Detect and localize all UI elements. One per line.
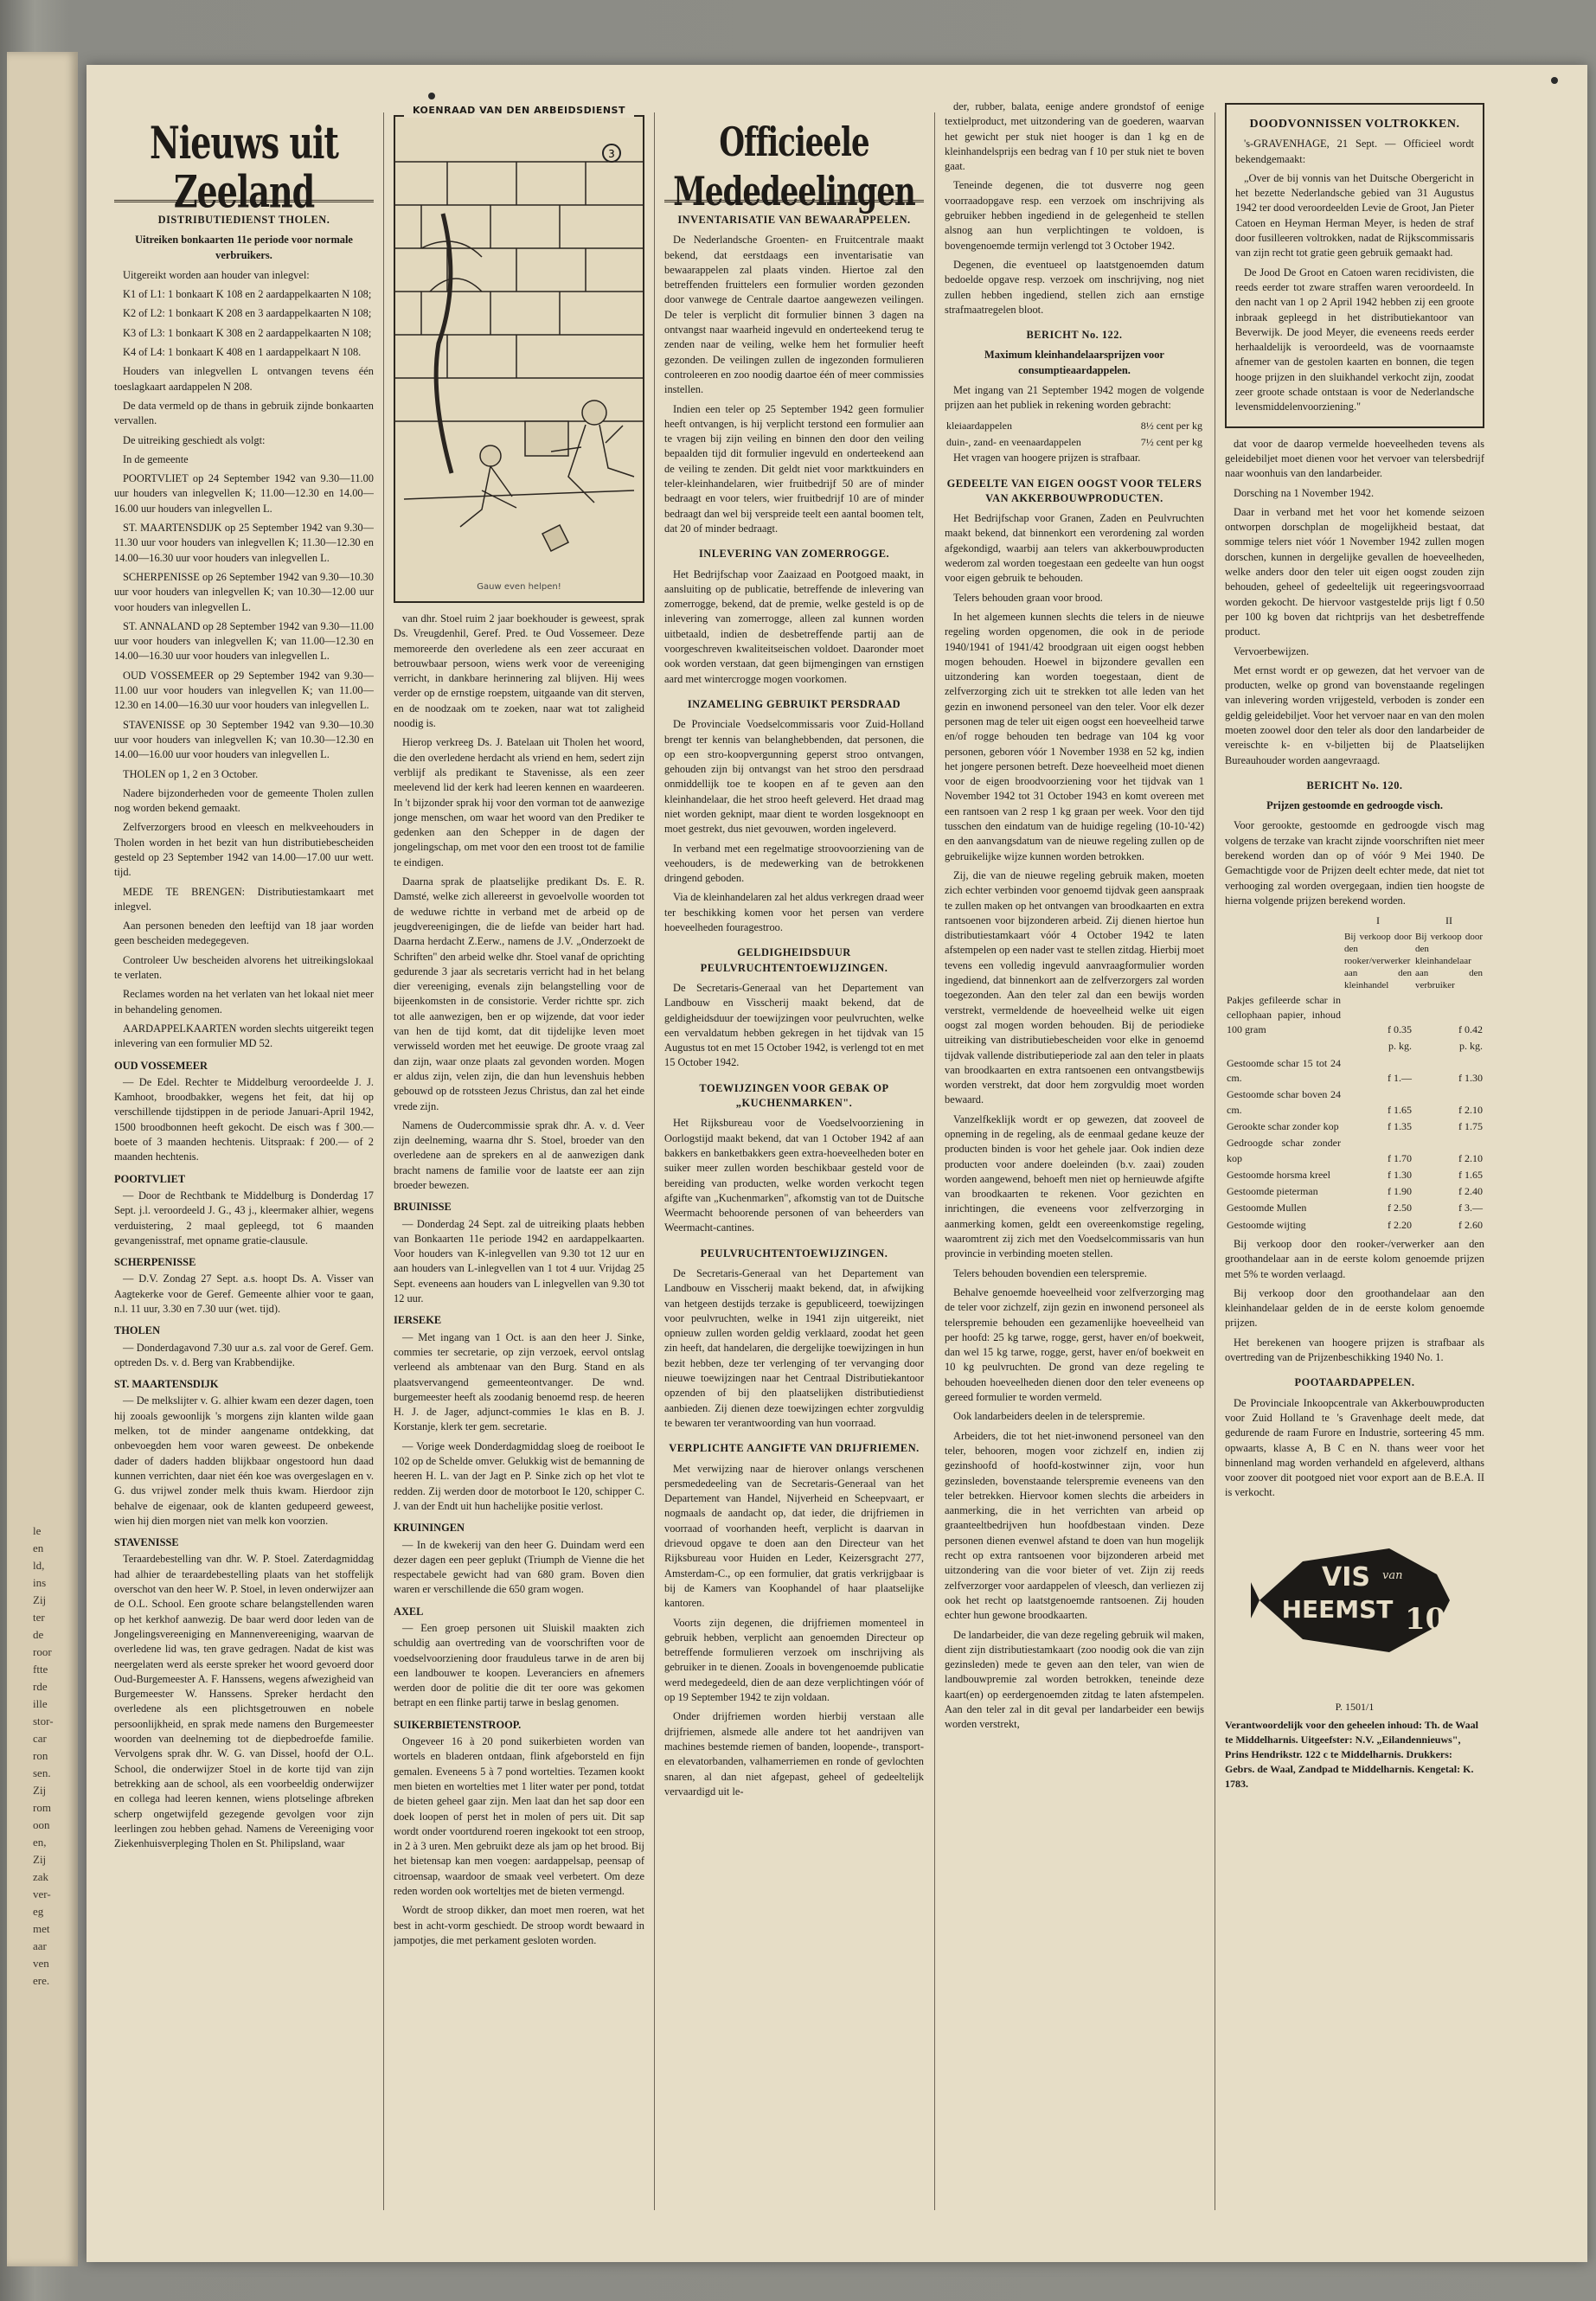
official-notices	[664, 213, 924, 1799]
paragraph: Daar in verband met het voor het komende seizoen ontworpen dorschplan de mogelijkheid bestaat, dat sommige telers niet vóór 1 November 1942 zullen mogen dorschen, kunnen in dergelijke gevallen de hoeveelheden, welke anders door den teler uit eigen oogst zouden zijn behouden, geheel of gedeeltelijk uit regeeringsvoorraad worden gekocht. De hiervoor vastgestelde prijs ligt f 0.50 per 100 kg boven dat richtprijs van het desbetreffende product.	[1225, 505, 1484, 638]
notice-paragraph: Indien een teler op 25 September 1942 geen formulier heeft ontvangen, is hij verplicht terstond een formulier aan te vragen bij zijn veiling en binnen den door den veiling bepaalden tijd dit formulier ingevuld en onderteekend aan de veiling te zenden. Dit geldt niet voor marktkuinders en teler-kleinhandelaren, wier fruitbedrijf 50 are of minder bedraagt en voor telers, wier fruitbedrijf 10 are of minder bedraagt dan wel bij verspreide teelt een aantal boomen telt, dat 20 of minder bedraagt.	[664, 402, 924, 535]
paragraph: Degenen, die eventueel op laatstgenoemden datum bedoelde opgave resp. verzoek om inschrijving, nog niet zullen hebben ingediend, stellen zich aan ernstige strafmaatregelen bloot.	[945, 258, 1204, 316]
strip-fragment: sen.	[33, 1766, 51, 1779]
news-heading: THOLEN	[114, 1324, 161, 1337]
news-text: — De melkslijter v. G. alhier kwam een dezer dagen, toen hij zooals gewoonlijk 's morgens zijn klanten wilde gaan melken, tot de minder aangename ontdekking, dat onbevoegden hem voor waren geweest. De onbekende dader of daders hadden blijkbaar ongestoord hun daad kunnen verrichten, daar niet één koe was overgeslagen en v. G. dus vrijwel zonder melk thuis kwam. Hierdoor zijn behalve de eigenaar, ook de klanten gedupeerd geweest, wien hij dien morgen niet van melk kon voorzien.	[114, 1394, 374, 1527]
news-text: — Donderdagavond 7.30 uur a.s. zal voor de Geref. Gem. optreden Ds. v. d. Berg van Krabbendijke.	[114, 1341, 374, 1368]
news-text: — Vorige week Donderdagmiddag sloeg de roeiboot Ie 102 op de Schelde omver. Gelukkig wist de bemanning de heeren H. L. van der Jagt en P. Sinke zich op het vlot te redden. Zij werden door de motorboot Ie 120, schipper C. J. van der Endt uit hun hachelijke positie verlost.	[394, 1439, 644, 1512]
column-header: I	[1376, 914, 1380, 927]
column-2	[394, 99, 644, 2245]
bericht-120-intro: Voor gerookte, gestoomde en gedroogde visch mag volgens de terzake van kracht zijnde voorschriften niet meer berekend worden dan op of vóór 9 Mei 1940. De Gemachtigde voor de Prijzen deelt echter mede, dat niet tot verhooging zal worden overgegaan, indien tien hoogste de hierna volgende prijzen berekend worden.	[1225, 819, 1484, 907]
death-sentences-box	[1225, 103, 1484, 428]
notice-paragraph: Het Bedrijfschap voor Zaaizaad en Pootgoed maakt, in aansluiting op de publicatie, betreffende de inlevering van zomerrogge, bekend, dat de premie, welke gesteld is op de inlevering van zomerrogge, alleen zal kunnen worden uitbetaald, indien de desbetreffende partij aan de voorgeschreven kwaliteitseischen voldoet. Daaronder moet ook worden verstaan, dat geen bijmengingen van ernstigen aard met wintercrogge mogen voorkomen.	[664, 567, 924, 685]
paragraph: Bij verkoop door den rooker-/verwerker aan den groothandelaar aan in de eerste kolom genoemde prijzen met 5% te worden verlaagd.	[1225, 1238, 1484, 1280]
price-item: duin-, zand- en veenaardappelen	[946, 435, 1081, 448]
distribution-notice	[114, 268, 374, 1052]
strip-fragment: oon	[33, 1818, 50, 1831]
news-heading: IERSEKE	[394, 1314, 442, 1327]
fish-item: Gestoomde pieterman	[1227, 1185, 1318, 1198]
previous-page-edge	[7, 52, 78, 2266]
strip-fragment: ron	[33, 1749, 48, 1762]
news-heading: BRUINISSE	[394, 1201, 452, 1214]
fish-item: Gestoomde horsma kreel	[1227, 1168, 1330, 1181]
paragraph: Daarna sprak de plaatselijke predikant Ds. E. R. Damsté, welke zich allereerst in gevoelvolle woorden tot de weduwe richtte in verband met de arbeid op de jeugdvereenigingen, die de liefde van beider hart had. Daarna herdacht Z.Eerw., namens de J.V. „Onderzoekt de Schriften" den arbeid welke dhr. Stoel vanaf de oprichting gedurende 3 jaar als secretaris verricht had in het belang dier vereeniging, evenals zijn belangstelling voor de bijeenkomsten in de consistorie. Verder richtte spr. zich tot alle aanwezigen, ben er op wijzende, dat voor ieder van hen de tijd komt, dat dit tijdelijke leven moet verwisseld worden met het eeuwige. De groote vraag zal dan zijn, waar onze plaats zal gevonden worden. Mogen er aldus zijn, velen zijn, die dan hun levenshuis hebben gebouwd op de rotssteen Jezus Christus, dan zal het einde vrede zijn.	[394, 875, 644, 1112]
strip-fragment: Zij	[33, 1853, 47, 1866]
paragraph: der, rubber, balata, eenige andere grondstof of eenige textielproduct, met uitzondering van de goederen, waarvan het gewicht per stuk niet hooger is dan 1 kg en de kleinhandelsprijs een bedrag van f 10 per stuk niet te boven gaat.	[945, 100, 1204, 173]
strip-fragment: aar	[33, 1939, 47, 1952]
paragraph: Met ernst wordt er op gewezen, dat het vervoer van de producten, welke op grond van bovenstaande regelingen van inlevering worden vrijgesteld, verboden is zonder een geldig geleidebiljet. Voor het vervoer naar en van den molen moeten zoowel door den teler als door den landarbeider de vereischte k- en v-biljetten bij de Plaatselijken Bureauhouder worden aangevraagd.	[1225, 663, 1484, 766]
cartoon	[394, 105, 644, 603]
table-row	[1225, 1217, 1484, 1234]
paragraph: Het Bedrijfschap voor Granen, Zaden en Peulvruchten maakt bekend, dat binnenkort een verordening zal worden afgekondigd, waarbij aan telers van akkerbouwproducten wederom zal worden toegestaan een gedeelte van hun oogst voor eigen gebruik te behouden.	[945, 512, 1204, 585]
vis-van-heemst-logo	[1251, 1527, 1458, 1674]
paragraph: Reclames worden na het verlaten van het lokaal niet meer in behandeling genomen.	[114, 988, 374, 1016]
column-3	[664, 99, 924, 2245]
harvest-section-continued	[1225, 437, 1484, 768]
paragraph: Vervoerbewijzen.	[1234, 644, 1310, 657]
paragraph: Uitgereikt worden aan houder van inlegvel:	[123, 268, 310, 281]
logo-number: 10	[1405, 1601, 1446, 1637]
news-heading: OUD VOSSEMEER	[114, 1059, 208, 1072]
price-col-1: f 2.20	[1388, 1218, 1412, 1231]
price-col-1: f 1.90	[1388, 1185, 1412, 1198]
notice-heading: INVENTARISATIE VAN BEWAARAPPELEN.	[677, 214, 911, 226]
column-4	[945, 99, 1204, 2245]
strip-fragment: ver-	[33, 1888, 51, 1900]
notice-paragraph: Met verwijzing naar de hierover onlangs verschenen persmededeeling van de Secretaris-Generaal van het Departement van Handel, Nijverheid en Scheepvaart, er nogmaals de aandacht op, dat ieder, die drijfriemen in voorraad of voorhanden heeft, verplicht is daarvan in drievoud opgave te doen aan den Directeur van het Rijksbureau voor Huiden en Leder, Keizersgracht 277, Amsterdam-C., op een formulier, dat gratis verkrijgbaar is bij de Kamers van Koophandel of haar plaatselijke kantoren.	[664, 1462, 924, 1610]
bericht-122-note: Het vragen van hoogere prijzen is strafbaar.	[953, 452, 1141, 465]
table-row	[1225, 1200, 1484, 1216]
cartoon-number: 3	[608, 148, 615, 160]
paragraph: In het algemeen kunnen slechts die telers in de nieuwe regeling worden opgenomen, die ook in de periode 1940/1941 of 1941/42 broodgraan uit eigen oogst hebben mogen behouden. Hoewel in bijzondere gevallen een uitzondering kan worden toegestaan, dient de zelfverzorging zich uit te strekken tot alle leden van het gezin en inwonend personeel van den teler. Voor elk dezer personen mag de teler uit eigen oogst een hoeveelheid tarwe en/of rogge behouden ten bedrage van 104 kg voor personen, geboren vóór 1 November 1938 en 52 kg, indien het jongere personen betreft. Deze hoeveelheid moet dienen voor de eigen broodvoorziening voor het tijdvak van 1 November 1942 tot 31 October 1943 en komt overeen met een rantsoen van 2 resp 1 kg graan per week. Voor den tijd tusschen den eindatum van de huidige regeling (10-10-'42) en den aanvangsdatum van de nieuwe regeling zullen op de gebruikelijke wijze kunnen worden betrokken.	[945, 610, 1204, 862]
paragraph: Zelfverzorgers brood en vleesch en melkveehouders in Tholen worden in het bezit van hun distributiebescheiden gesteld op 23 September 1942 van 14.00—17.00 uur wett. tijd.	[114, 821, 374, 879]
paragraph: Aan personen beneden den leeftijd van 18 jaar worden geen bescheiden medegegeven.	[114, 920, 374, 947]
price-col-1: f 2.50	[1388, 1202, 1412, 1215]
logo-heemst: HEEMST	[1281, 1594, 1394, 1624]
strip-fragment: zak	[33, 1870, 49, 1883]
death-sentences-heading: DOODVONNISSEN VOLTROKKEN.	[1249, 118, 1460, 131]
notice-paragraph: Via de kleinhandelaren zal het aldus verkregen draad weer ter beschikking komen voor het persen van verdere hoeveelheden fouragestroo.	[664, 891, 924, 934]
paragraph: dat voor de daarop vermelde hoeveelheden tevens als geleidebiljet moet dienen voor het vervoer van telersbedrijf naar woonhuis van den landarbeider.	[1225, 437, 1484, 480]
table-row	[1225, 1183, 1484, 1200]
strip-fragment: stor-	[33, 1715, 54, 1727]
paragraph: Nadere bijzonderheden voor de gemeente Tholen zullen nog worden bekend gemaakt.	[114, 786, 374, 815]
price-value: 7½ cent per kg	[1140, 435, 1202, 448]
price-col-2: f 1.30	[1458, 1072, 1483, 1085]
fish-item: Pakjes gefileerde schar in cellophaan papier, inhoud 100 gram	[1227, 993, 1341, 1036]
cartoon-drawing	[395, 127, 643, 594]
price-row	[945, 434, 1204, 451]
column-header: II	[1445, 914, 1452, 927]
strip-fragment: ld,	[33, 1559, 45, 1572]
paragraph: POORTVLIET op 24 September 1942 van 9.30—11.00 uur houders van inlegvellen K; 11.00—12.30 en 14.00—16.00 uur houders van inlegvellen L.	[114, 472, 374, 515]
price-col-1: f 1.65	[1388, 1103, 1412, 1116]
paragraph: van dhr. Stoel ruim 2 jaar boekhouder is geweest, sprak Ds. Vreugdenhil, Geref. Pred. te Oud Vossemeer. Deze memoreerde den overledene als een zeer accuraat en betrouwbaar persoon, wiens werk voor de vereeniging verricht, in dankbare herinnering zal blijven. Hij wees verder op de ernstige roepstem, uitgaande van dit sterven, en de noodzaak om te zoeken, naar wat tot zaligheid noodig is.	[394, 612, 644, 730]
notice-paragraph: De Secretaris-Generaal van het Departement van Landbouw en Visscherij maakt bekend, dat de geldigheidsduur der toewijzingen voor peulvruchten, welke een vervaldatum hebben gekregen in het tijdvak van 15 Augustus tot en met 15 October 1942, is verlengd tot en met 15 October 1942.	[664, 981, 924, 1069]
strip-fragment: ere.	[33, 1974, 50, 1987]
bericht-120-subheading: Prijzen gestoomde en gedroogde visch.	[1266, 799, 1443, 812]
strip-fragment: roor	[33, 1645, 52, 1658]
news-heading: SCHERPENISSE	[114, 1256, 196, 1269]
harvest-section	[945, 511, 1204, 1732]
fish-item: Gerookte schar zonder kop	[1227, 1119, 1339, 1132]
imprint	[1225, 1700, 1484, 1791]
notice-paragraph: De Secretaris-Generaal van het Departement van Landbouw en Visscherij maakt bekend, dat, in afwijking van hetgeen destijds terzake is gepubliceerd, toewijzingen voor peulvruchten, welke in 1941 zijn uitgereikt, niet opnieuw zullen worden geldig verklaard, zoodat het geen zin heeft, dat handelaren, die dergelijke toewijzingen in hun bezit hebben, deze ter verlenging of ter vervanging door nieuwe toewijzingen naar het Centraal Distributiekantoor opzenden of bij den plaatselijken distributiedienst aanbieden. Zij dienen deze toewijzingen echter zorgvuldig te bewaren ter verantwoording van hun voorraad.	[664, 1267, 924, 1429]
price-col-1: f 1.—	[1388, 1072, 1412, 1085]
fish-price-table	[1225, 913, 1484, 1234]
notice-heading: INZAMELING GEBRUIKT PERSDRAAD	[687, 697, 901, 710]
price-value: 8½ cent per kg	[1140, 419, 1202, 432]
price-col-1: f 0.35	[1388, 1023, 1412, 1036]
strip-fragment: ven	[33, 1957, 49, 1970]
fish-item: Gestoomde schar 15 tot 24 cm.	[1227, 1056, 1341, 1085]
table-row	[1225, 1135, 1484, 1167]
news-text: — Een groep personen uit Sluiskil maakten zich schuldig aan overtreding van de voorschriften voor de voedselvoorziening door frauduleus tarwe in de aren bij een landbouwer te koopen. Leveranciers en afnemers werden door de politie die dit ter oore was gekomen betrapt en een flinke partij tarwe in beslag genomen.	[394, 1622, 644, 1709]
strip-fragment: ille	[33, 1697, 48, 1710]
news-heading: AXEL	[394, 1605, 424, 1618]
bericht-122-heading: BERICHT No. 122.	[1026, 329, 1123, 342]
paragraph: Namens de Oudercommissie sprak dhr. A. v. d. Veer zijn deelneming, waarna dhr S. Stoel, broeder van den overledene aan de sprekers en al de aanwezigen dank bracht namens de familie voor de laatste eer aan zijn broeder bewezen.	[394, 1118, 644, 1191]
column-description: Bij verkoop door den rooker/verwerker aan den kleinhandel	[1344, 931, 1412, 990]
paragraph: SCHERPENISSE op 26 September 1942 van 9.30—10.30 uur voor houders van inlegvellen K; van 10.30—12.00 uur voor houders van inlegvellen L.	[114, 570, 374, 613]
news-text: — Met ingang van 1 Oct. is aan den heer J. Sinke, commies ter secretarie, op zijn verzoek, eervol ontslag verleend als ambtenaar van den Burg. Stand en als plaatsvervangend gemeenteontvanger. De wnd. burgemeester heeft als zoodanig benoemd resp. de heeren H. J. de Jager, adjunct-commies 1e klas en B. J. Korstanje, klerk ter gem. secretarie.	[394, 1330, 644, 1433]
notice-paragraph: De Provinciale Voedselcommissaris voor Zuid-Holland brengt ter kennis van belanghebbenden, dat personen, die op een stro-koopvergunning geperst stroo ontvangen, gehouden zijn bij ontvangst van het stroo den persdraad onmiddellijk toe te koopen en af te geven aan den kleinhandelaar, die het stroo heeft geleverd. Het draad mag niet worden geknipt, maar dient te worden losgeknoopt en moet gestrekt, dus niet gevouwen, worden ingeleverd.	[664, 718, 924, 836]
column-1	[114, 99, 374, 2245]
harvest-section-heading: GEDEELTE VAN EIGEN OOGST VOOR TELERS VAN AKKERBOUWPRODUCTEN.	[946, 477, 1202, 504]
paragraph: Teneinde degenen, die tot dusverre nog geen voorraadopgave resp. een verzoek om inschrijving als gebruiker hebben ingediend in de gelegenheid te stellen alsnog aan hun verplichtingen te voldoen, is bovengenoemde termijn verlengd tot 3 October 1942.	[945, 179, 1204, 252]
paragraph: Telers behouden graan voor brood.	[953, 591, 1103, 604]
paragraph: Bij verkoop door den groothandelaar aan den kleinhandelaar gelden de in de eerste kolom genoemde prijzen.	[1225, 1286, 1484, 1330]
strip-fragment: rde	[33, 1680, 48, 1693]
paragraph: De data vermeld op de thans in gebruik zijnde bonkaarten vervallen.	[114, 399, 374, 427]
price-row	[945, 418, 1204, 434]
bericht-122-subheading: Maximum kleinhandelaarsprijzen voor consumptieaardappelen.	[984, 349, 1164, 376]
price-col-2: f 2.10	[1458, 1151, 1483, 1164]
paragraph: Hierop verkreeg Ds. J. Batelaan uit Tholen het woord, die den overledene herdacht als vriend en hem, sedert zijn verblijf als predikant te Stavenisse, als een zeer meelevend lid der kerk had leeren kennen en waardeeren. In 't bijzonder sprak hij voor den vorman tot de aanwezige jonge menschen, om waar het woord van den Prediker te gedenken aan den Schepper in de dagen der jongelingschap, om met voor den een troost tot de familie te eindigen.	[394, 736, 644, 868]
paragraph: STAVENISSE op 30 September 1942 van 9.30—10.30 uur voor houders van inlegvellen K; van 10.30—12.30 en 14.00—16.00 uur voor houders van inlegvellen L.	[114, 718, 374, 761]
pootaardappelen-heading: POOTAARDAPPELEN.	[1294, 1376, 1415, 1389]
section-masthead: Nieuws uit Zeeland	[150, 116, 338, 218]
table-row	[1225, 992, 1484, 1039]
price-col-2: f 0.42	[1458, 1023, 1483, 1036]
fish-logo-icon	[1251, 1527, 1458, 1674]
column-description: Bij verkoop door den kleinhandelaar aan den verbruiker	[1415, 931, 1483, 990]
paragraph: OUD VOSSEMEER op 29 September 1942 van 9.30—11.00 uur voor houders van inlegvellen K; van 11.00—12.30 en 14.00—16.30 uur voor houders van inlegvellen L.	[114, 669, 374, 712]
potato-price-table	[945, 418, 1204, 452]
drijfriemen-continuation	[945, 99, 1204, 317]
table-row	[1225, 1118, 1484, 1135]
news-text: — Door de Rechtbank te Middelburg is Donderdag 17 Sept. j.l. veroordeeld J. G., 43 j., kleermaker alhier, wegens verduistering, 2 maal gepleegd, tot 6 maanden gevangenisstraf, met opname gratie-clausule.	[114, 1189, 374, 1247]
logo-van: van	[1382, 1568, 1403, 1582]
news-text: Wordt de stroop dikker, dan moet men roeren, wat het best in acht-vorm geschiedt. De stroop wordt bewaard in jampotjes, die met perkament gesloten worden.	[394, 1904, 644, 1946]
paragraph: Arbeiders, die tot het niet-inwonend personeel van den teler, behooren, mogen voor zichzelf en, indien zij gezinshoofd of hoofd-kostwinner zijn, voor hun gezinsleden, bovenstaande telerspremie eveneens van den teler betrekken. Hiervoor komen slechts die arbeiders in aanmerking, die in het verrichten van arbeid op graanteeltbedrijven hun hoofdbestaan vinden. Deze personen dienen evenwel afstand te doen van hun mogelijk recht op extra rantsoenen voor bijzonderen arbeid met uitzondering van die voor bieter of vet. Zijn zij reeds zelfverzorger voor aardappelen of vleesch, dan verliezen zij ook het recht op laatstgenoemde rantsoenen. Zij houden echter hun gewone broodkaarten.	[945, 1429, 1204, 1622]
fish-item: Gestoomde wijting	[1227, 1218, 1306, 1231]
news-heading: POORTVLIET	[114, 1172, 186, 1185]
paragraph: MEDE TE BRENGEN: Distributiestamkaart met inlegvel.	[114, 885, 374, 913]
strip-fragment: de	[33, 1628, 44, 1641]
section-heading: DISTRIBUTIEDIENST THOLEN.	[157, 214, 330, 226]
table-header-blank	[1225, 930, 1343, 992]
table-row	[1225, 1167, 1484, 1183]
notice-paragraph: Onder drijfriemen worden hierbij verstaan alle drijfriemen, alsmede alle andere tot het aandrijven van machines bestemde riemen of banden, loopende-, transport- en elevatorbanden, valhamerriemen en ronde of gevlochten snaren, al dan niet afgepast, geheel of gedeeltelijk vervaardigd uit le-	[664, 1710, 924, 1798]
table-header-row	[1225, 913, 1484, 929]
paragraph: In de gemeente	[123, 452, 189, 465]
table-row	[1225, 1055, 1484, 1087]
news-text: — De Edel. Rechter te Middelburg veroordeelde J. J. Kamhoot, broodbakker, wegens het feit, dat hij op verschillende tijdstippen in de periode Januari-April 1942, 1500 broodbonnen heeft gekocht. De eisch was f 300.— boete of 3 maanden hechtenis. Uitspraak: f 200.— of 2 maanden hechtenis.	[114, 1075, 374, 1163]
news-text: Teraardebestelling van dhr. W. P. Stoel. Zaterdagmiddag had alhier de teraardebestelling plaats van het stoffelijk overschot van den heer W. P. Stoel, in leven onderwijzer aan de O.L. School. Een groote schare belangstellenden waren op het kerkhof aanwezig. De baar werd door leden van de Jongelingsvereeniging en Mannenvereeniging, waarvan de overledene lid was, ten grave gedragen. Nadat de kist was neergelaten werd als eerste spreker het woord gevoerd door Oud-Burgemeester A. F. Hanssens, wegens afwezigheid van Burgemeester W. Hanssens. Spreker herdacht den overledene als een plichtsgetrouwen en nobele persoonlijkheid, en sprak mede namens den Burgemeester woorden van deelneming tot de diepbedroefde familie. Vervolgens sprak dhr. W. G. van Dissel, hoofd der O.L. School, die onderwijzer Stoel in de korte tijd van zijn betrekking aan de school, als een voorbeeldig onderwijzer en collega had leeren kennen, wiens plotselinge afbreken scherp ongetwijfeld gezegende gevolgen voor zijn leerlingen zou hebben gehad. Namens de Vereeniging voor Ziekenhuisverpleging Tholen en St. Philipsland, waar	[114, 1553, 374, 1850]
notice-heading: TOEWIJZINGEN VOOR GEBAK OP „KUCHENMARKEN".	[699, 1081, 889, 1110]
fish-item: Gestoomde Mullen	[1227, 1202, 1307, 1215]
table-desc-row	[1225, 930, 1484, 992]
price-col-2: f 2.60	[1458, 1218, 1483, 1231]
table-header-blank	[1225, 913, 1343, 929]
pootaardappelen-text: De Provinciale Inkoopcentrale van Akkerbouwproducten voor Zuid Holland te 's Gravenhage deelt mede, dat gedurende de raam Furore en Industrie, sorteering 45 mm. opwaarts, klasse A, B C en N. thans weer voor het binnenland mag worden verhandeld en afgeleverd, althans voor zoover dit pootgoed niet voor export aan de B.E.A. II is verkocht.	[1225, 1396, 1484, 1499]
paragraph: Vanzelfkeklijk wordt er op gewezen, dat zooveel de opneming in de regeling, als de eenmaal gedane keuze der producten binden is voor het gehele jaar. Ook indien deze producten voor andere doeleinden (b.v. zaai) zouden worden aangewend, behoeft men niet op hernieuwde afgifte van broodkaarten te rekenen. Voor gezichten en inrichtingen, die eveneens voor zelfverzorging in aanmerking komen, geldt een overeenkomstige regeling, waaromtrent zij zich met den Voedselcommissaris van hun provincie in verbinding moeten stellen.	[945, 1112, 1204, 1260]
price-col-1: f 1.35	[1388, 1119, 1412, 1132]
strip-fragment: le	[33, 1524, 42, 1537]
news-text: — Donderdag 24 Sept. zal de uitreiking plaats hebben van Bonkaarten 11e periode 1942 en aardappelkaarten. Voor houders van K-inlegvellen van 9.30 tot 12 uur en aan houders van L-inlegvellen van 1 tot 4 uur. Vrijdag 25 Sept. eveneens aan houders van L inlegvellen van 9.30 tot 12 uur.	[394, 1217, 644, 1305]
price-col-2: f 2.40	[1458, 1185, 1483, 1198]
notice-heading: PEULVRUCHTENTOEWIJZINGEN.	[700, 1247, 888, 1259]
news-heading: KRUININGEN	[394, 1522, 465, 1535]
unit-label: p. kg.	[1388, 1040, 1412, 1053]
paragraph: K3 of L3: 1 bonkaart K 308 en 2 aardappelkaarten N 108;	[123, 326, 372, 339]
unit-row	[1225, 1038, 1484, 1054]
unit-blank	[1225, 1038, 1343, 1054]
bericht-120-heading: BERICHT No. 120.	[1306, 779, 1403, 792]
price-col-1: f 1.70	[1388, 1151, 1412, 1164]
unit-label: p. kg.	[1459, 1040, 1483, 1053]
strip-fragment: Zij	[33, 1593, 47, 1606]
paragraph: Houders van inlegvellen L ontvangen tevens één toeslagkaart aardappelen N 208.	[114, 365, 374, 393]
imprint-number: P. 1501/1	[1335, 1700, 1375, 1713]
news-text: — In de kwekerij van den heer G. Duindam werd een dezer dagen een peer geplukt (Triumph de Vienne die het respectabele gewicht had van 680 gram. Boven dien waren er verschillende die 650 gram wogen.	[394, 1538, 644, 1596]
notice-paragraph: In verband met een regelmatige stroovoorziening van de veehouders, is de medewerking van de betrokkenen dringend geboden.	[664, 842, 924, 885]
paragraph: Zij, die van de nieuwe regeling gebruik maken, moeten zich echter verbinden voor genoemd tijdvak geen aanspraak te zullen maken op het ontvangen van broodkaarten en extra rantsoenen voor bijzonderen arbeid. Zij dienen hiertoe hun distributiestamkaart vóór 4 October 1942 te laten afstempelen op een nader vast te stellen zitdag. Hierbij moet tevens een volledig ingevuld aanvraagformulier worden ingediend, dat binnenkort aan de zelfverzorgers zal worden toegezonden. Aan den teler zal dan een bewijs worden verstrekt, vermeldende de hoeveelheid welke uit eigen oogst zal mogen worden behouden. Bij de periodieke uitreiking van distributiebescheiden voor elke in genoemd tijdvak vallende distributieperiode zal aan den teler in plaats van broodkaarten en extra rantsoenen een ontvangstbewijs worden verstrekt, dat door hem zorgvuldig moet worden bewaard.	[945, 868, 1204, 1106]
regional-news-continued	[394, 1200, 644, 1948]
regional-news	[114, 1059, 374, 1852]
paragraph: K2 of L2: 1 bonkaart K 208 en 3 aardappelkaarten N 108;	[123, 307, 372, 320]
strip-fragment: en,	[33, 1836, 47, 1849]
cartoon-caption: Gauw even helpen!	[477, 581, 561, 592]
paragraph: THOLEN op 1, 2 en 3 October.	[123, 767, 259, 780]
notice-heading: VERPLICHTE AANGIFTE VAN DRIJFRIEMEN.	[669, 1442, 920, 1455]
stoel-funeral-continuation	[394, 612, 644, 1193]
newspaper-page	[87, 65, 1587, 2262]
paragraph: Dorsching na 1 November 1942.	[1234, 486, 1375, 499]
bericht-122-intro: Met ingang van 21 September 1942 mogen de volgende prijzen aan het publiek in rekening worden gebracht:	[945, 384, 1204, 412]
official-notices-masthead: Officieele Mededeelingen	[673, 119, 915, 216]
paragraph: Het berekenen van hoogere prijzen is strafbaar als overtreding van de Prijzenbeschikking 1940 No. 1.	[1225, 1336, 1484, 1364]
paragraph: AARDAPPELKAARTEN worden slechts uitgereikt tegen inlevering van een formulier MD 52.	[114, 1022, 374, 1050]
price-col-2: f 3.—	[1458, 1202, 1483, 1215]
price-item: kleiaardappelen	[946, 419, 1012, 432]
notice-paragraph: Voorts zijn degenen, die drijfriemen momenteel in gebruik hebben, verplicht aan genoemden Directeur op betreffende formulieren verzoek om inschrijving als gebruiker in te dienen. Zooals in bovengenoemde publicatie werd medegedeeld, dien de aan deze verplichtingen vóór of op 19 September 1942 te zijn voldaan.	[664, 1616, 924, 1704]
fish-item: Gestoomde schar boven 24 cm.	[1227, 1088, 1341, 1116]
strip-fragment: eg	[33, 1905, 44, 1918]
paragraph: K4 of L4: 1 bonkaart K 408 en 1 aardappelkaart N 108.	[123, 346, 362, 359]
paragraph: ST. MAARTENSDIJK op 25 September 1942 van 9.30—11.30 uur voor houders van inlegvellen K; 11.30—12.30 en 14.00—16.30 uur voor houders van inlegvellen L.	[114, 522, 374, 564]
bericht-120-footnotes	[1225, 1237, 1484, 1365]
strip-fragment: ftte	[33, 1663, 48, 1676]
strip-fragment: rom	[33, 1801, 51, 1814]
paragraph: 's-GRAVENHAGE, 21 Sept. — Officieel wordt bekendgemaakt:	[1235, 138, 1474, 165]
strip-fragment: met	[33, 1922, 50, 1935]
strip-fragment: ins	[33, 1576, 47, 1589]
paragraph: De landarbeider, die van deze regeling gebruik wil maken, dient zijn distributiestamkaart (zoo noodig ook die van zijn gezinsleden) mede te geven aan den teler, van wien de landbouwpremie zal worden betrokken, teneinde deze kaart(en) op eerdergenoemden zitdag te laten afstempelen. Aan den teler zal in dit geval per landarbeider een bewijs worden verstrekt,	[945, 1628, 1204, 1731]
paragraph: K1 of L1: 1 bonkaart K 108 en 2 aardappelkaarten N 108;	[123, 288, 372, 301]
price-col-1: f 1.30	[1388, 1168, 1412, 1181]
notice-paragraph: Het Rijksbureau voor de Voedselvoorziening in Oorlogstijd maakt bekend, dat van 1 October 1942 af aan bakkers en banketbakkers geen extra-hoeveelheden boter en suiker meer zullen worden beschikbaar gesteld voor de bereiding van producten, welke worden verkocht tegen afgifte van „Kuchenmarken", afkomstig van tot de Duitsche Weermacht behoorende personen of van beheerders van Weermacht-cantines.	[664, 1117, 924, 1234]
punch-hole	[428, 93, 435, 99]
price-col-2: f 1.75	[1458, 1119, 1483, 1132]
fish-item: Gedroogde schar zonder kop	[1227, 1137, 1341, 1164]
strip-fragment: ter	[33, 1611, 45, 1624]
paragraph: De uitreiking geschiedt als volgt:	[123, 433, 266, 446]
news-heading: SUIKERBIETENSTROOP.	[394, 1718, 522, 1731]
cartoon-title: KOENRAAD VAN DEN ARBEIDSDIENST	[404, 103, 634, 118]
section-subheading: Uitreiken bonkaarten 11e periode voor normale verbruikers.	[135, 234, 353, 261]
paragraph: Behalve genoemde hoeveelheid voor zelfverzorging mag de teler voor zichzelf, zijn gezin en inwonend personeel als telerspremie behouden een gezamenlijke hoeveelheid van per hoofd: 25 kg tarwe, rogge, gerst, haver en/of boekweit, dan wel 15 kg tarwe, rogge, gerst, haver en/of boekweit en 10 kg peulvruchten. De grond van deze regeling te behouden hoeveelheden dienen door den teler eveneens op gereed formulier te worden vermeld.	[945, 1285, 1204, 1404]
strip-fragment: Zij	[33, 1784, 47, 1797]
table-row	[1225, 1086, 1484, 1118]
notice-paragraph: De Nederlandsche Groenten- en Fruitcentrale maakt bekend, dat eerstdaags een inventarisatie van bewaarappelen zal plaats vinden. Hiertoe zal den betreffenden fruittelers een formulier worden gezonden door vanwege de Centrale daartoe aangewezen veilingen. De teler is verplicht dit formulier binnen 3 dagen na ontvangst naar waarheid ingevuld en onderteekend terug te zenden naar de veiling, welke hem het formulier heeft gezonden. De veilingen zullen de ingezonden formulieren controleeren en zoo noodig daartoe één of meer commissies instellen.	[664, 234, 924, 396]
news-text: Ongeveer 16 à 20 pond suikerbieten worden van wortels en bladeren ontdaan, flink afgeborsteld en fijn gemalen. Eveneens 5 à 7 pond wortelties. Tezamen kookt men bieten en wortelties met 1 liter water per pond, totdat de bieten geheel gaar zijn. Men laat dan het sap door een doek loopen of perst het in molen of pers uit. Dit sap wordt onder voortdurend roeren ingekookt tot een stroop, in 2 à 3 uren. Men gebruikt deze als jam op het brood. Bij het bietensap kan men voegen: aardappelsap, peensap of citroensap, waardoor de smaak veel verbetert. Om deze reden worden ook worteltjes met de bieten vermengd.	[394, 1735, 644, 1898]
notice-heading: INLEVERING VAN ZOMERROGGE.	[698, 548, 890, 561]
paragraph: „Over de bij vonnis van het Duitsche Obergericht in het bezette Nederlandsche gebied van 31 Augustus 1942 ter dood veroordeelden Levie de Groot, Jan Pieter Catoen en Heyman Herman Meyer, is heden de straf door fusilleeren voltrokken, nadat de Rijkscommissaris van zijn recht tot gratie geen gebruik gemaakt had.	[1235, 171, 1474, 260]
news-text: — D.V. Zondag 27 Sept. a.s. hoopt Ds. A. Visser van Aagtekerke voor de Geref. Gemeente alhier voor te gaan, n.l. 11 uur, 3.30 en 7.30 uur (wet. tijd).	[114, 1272, 374, 1315]
paragraph: ST. ANNALAND op 28 September 1942 van 9.30—11.00 uur voor houders van inlegvellen K; van 11.00—12.30 en 14.00—16.30 uur voor houders van inlegvellen L.	[114, 619, 374, 663]
news-heading: ST. MAARTENSDIJK	[114, 1378, 219, 1391]
paragraph: Ook landarbeiders deelen in de telerspremie.	[953, 1410, 1145, 1423]
previous-page-text	[33, 1522, 85, 1990]
logo-vis: VIS	[1322, 1561, 1370, 1593]
strip-fragment: en	[33, 1541, 44, 1554]
punch-hole	[1551, 77, 1558, 84]
price-col-2: f 2.10	[1458, 1103, 1483, 1116]
news-heading: STAVENISSE	[114, 1536, 179, 1549]
column-5	[1225, 99, 1484, 2245]
paragraph: Telers behouden bovendien een telerspremie.	[953, 1266, 1147, 1279]
imprint-text: Verantwoordelijk voor den geheelen inhoud: Th. de Waal te Middelharnis. Uitgeefster: N.V. „Eilandennieuws", Prins Hendrikstr. 122 c te Middelharnis. Drukkers: Gebrs. de Waal, Zandpad te Middelharnis. Kengetal: K. 1783.	[1225, 1718, 1478, 1790]
notice-heading: GELDIGHEIDSDUUR PEULVRUCHTENTOEWIJZINGEN.	[700, 946, 888, 974]
paragraph: De Jood De Groot en Catoen waren recidivisten, die reeds eerder tot zware straffen waren veroordeeld. In den nacht van 1 op 2 April 1942 hebben zij een groote inbraak gepleegd in het distributiekantoor van Beverwijk. De jood Meyer, die eveneens reeds eerder herhaaldelijk is veroordeeld, was de voornaamste afnemer van de gestolen kaarten en bonnen, die tegen hooge prijzen in den sluikhandel verkocht zijn, zoodat zeer groote schade ontstaan is voor de Nederlandsche levensmiddelenvoorziening."	[1235, 266, 1474, 413]
price-col-2: f 1.65	[1458, 1168, 1483, 1181]
paragraph: Controleer Uw bescheiden alvorens het uitreikingslokaal te verlaten.	[114, 953, 374, 982]
strip-fragment: car	[33, 1732, 47, 1745]
